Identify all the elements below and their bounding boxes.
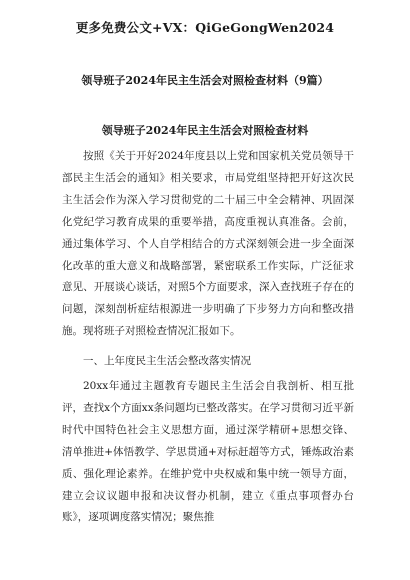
body-paragraph-2: 20xx年通过主题教育专题民主生活会自我剖析、相互批评，查找x个方面xx条问题均已整改落实。在学习贯彻习近平新时代中国特色社会主义思想方面，通过深学精研+思想交锋、清单推进+体悟教学、学思贯通+对标赶超等方式，锤炼政治素质、强化理论素养。在维护党中央权威和集中统一领导方面，建立会议议题申报和决议督办机制，建立《重点事项督办台账》，逐项调度落实情况；聚焦推: [62, 380, 354, 524]
document-title: 领导班子2024年民主生活会对照检查材料（9篇）: [81, 74, 329, 87]
promo-banner: 更多免费公文+VX：QiGeGongWen2024: [75, 20, 335, 35]
body-paragraph-intro: 按照《关于开好2024年度县以上党和国家机关党员领导干部民主生活会的通知》相关要求，市局党组坚持把开好这次民主生活会作为深入学习贯彻党的二十届三中全会精神、巩固深化党纪学习教育成果的重要举措，高度重视认真准备。会前，通过集体学习、个人自学相结合的方式深刻领会进一步全面深化改革的重大意义和战略部署，紧密联系工作实际，广泛征求意见、开展谈心谈话，对照5个方面要求，深入查找班子存在的问题，深刻剖析症结根源进一步明确了下步努力方向和整改措施。现将班子对照检查情况汇报如下。: [62, 150, 354, 338]
section-title: 领导班子2024年民主生活会对照检查材料: [101, 124, 309, 137]
body-heading-1: 一、上年度民主生活会整改落实情况: [83, 355, 251, 367]
